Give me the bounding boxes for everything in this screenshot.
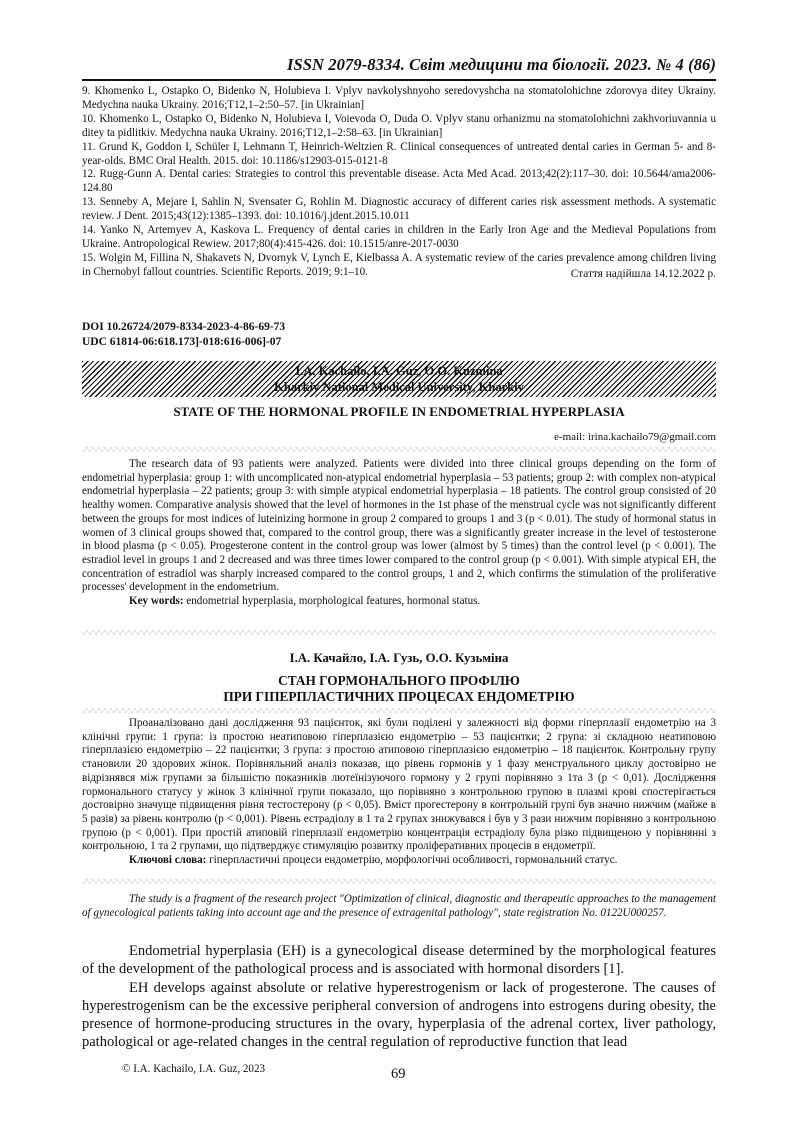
affiliation-en: Kharkiv National Medical University, Kharkiv xyxy=(274,380,524,394)
reference-list xyxy=(82,85,716,280)
body-paragraph: Endometrial hyperplasia (EH) is a gynecological disease determined by the morphological features of the development of the pathological process and is associated with hormonal disorders [1]. xyxy=(82,943,716,978)
reference-item: 11. Grund K, Goddon I, Schüler I, Lehmann T, Heinrich-Weltzien R. Clinical consequences of untreated dental caries in German 5- and 8-year-olds. BMC Oral Health. 2015. doi: 10.1186/s12903-015-0121-8 xyxy=(82,140,716,167)
reference-item: 15. Wolgin M, Fillina N, Shakavets N, Dvornyk V, Lynch E, Kielbassa A. A systematic review of the caries prevalence among children living in Chernobyl fallout countries. Scientific Reports. 2019; 9:1–10. xyxy=(82,251,716,278)
page-number: 69 xyxy=(391,1066,406,1082)
keywords-en xyxy=(82,595,716,609)
copyright: © I.A. Kachailo, I.A. Guz, 2023 xyxy=(122,1063,266,1075)
title-ua-line: СТАН ГОРМОНАЛЬНОГО ПРОФІЛЮ xyxy=(278,673,520,688)
received-date: Стаття надійшла 14.12.2022 р. xyxy=(570,268,716,280)
keywords-label: Ключові слова: xyxy=(129,854,207,867)
abstract-ua-text: Проаналізовано дані дослідження 93 пацієнток, які були поділені у залежності від форми гіперплазії ендометрію на 3 клінічні групи: 1 група: із простою неатиповою гіперплазією ендометрію – 53 пацієнтки; 2 група: зі складною неатиповою гіперплазією ендометрію – 22 пацієнтки; 3 група: з простою атиповою гіперплазією ендометрію – 18 пацієнток. Контрольну групу становили 20 здорових жінок. Порівняльний аналіз показав, що рівень гормонів у 1 фазу менструального циклу достовірно не відрізнявся між групами за більшістю показників лютеїнізуючого гормону у 2 групі порівняно з 1та 3 (р < 0,01). Дослідження гормонального статусу у жінок 3 клінічної групи показало, що порівняно з контрольною групою в плазмі крові спостерігається достовірно значуще підвищення рівня тестостерону (р < 0,05). Вміст прогестерону в контрольній групі був значно нижчим (майже в 5 разів) за рівень контролю (р < 0,001). Рівень естрадіолу в 1 та 2 групах знижувався і був у 3 рази нижчим порівняно з контрольною групою (р < 0,001). При простій атиповій гіперплазії ендометрію концентрація естрадіолу була різко підвищеною у порівнянні з контрольною, 1 та 2 групами, що підтверджує стимуляцію розвитку проліферативних процесів в ендометрії. xyxy=(82,717,716,853)
funding-text: The study is a fragment of the research project "Optimization of clinical, diagnostic and therapeutic approaches to the management of gynecological patients taking into account age and the presence of extragenital pathology", state registration No. 0122U000257. xyxy=(82,893,716,919)
authors-en: I.A. Kachailo, I.A. Guz, O.O. Kuzmina xyxy=(295,364,503,378)
separator xyxy=(82,447,716,452)
abstract-en xyxy=(82,458,716,609)
reference-item: 10. Khomenko L, Ostapko O, Bidenko N, Holubieva I, Voievoda O, Duda O. Vplyv stanu orhanizmu na stomatolohichni zakhvoriuvannia u ditey ta pidlitkiv. Medychna nauka Ukrainy. 2016;T12,1–2:58–63. [in Ukrainian] xyxy=(82,112,716,139)
article-identifiers xyxy=(82,320,285,350)
abstract-en-text: The research data of 93 patients were analyzed. Patients were divided into three clinical groups depending on the form of endometrial hyperplasia: group 1: with uncomplicated non-atypical endometrial hyperplasia – 53 patients; group 2: with complex non-atypical endometrial hyperplasia – 22 patients; group 3: with simple atypical endometrial hyperplasia – 18 patients. The control group consisted of 20 healthy women. Comparative analysis showed that the level of hormones in the 1st phase of the menstrual cycle was not significantly different between the groups for most indices of luteinizing hormone in group 2 compared to groups 1 and 3 (p < 0.01). The study of hormonal status in women of 3 clinical groups showed that, compared to the control group, there was a significantly greater increase in the level of testosterone in blood plasma (p < 0.05). Progesterone content in the control group was lower (almost by 5 times) than the control level (p < 0.001). The estradiol level in groups 1 and 2 decreased and was three times lower compared to the control group (p < 0.001). With simple atypical EH, the concentration of estradiol was sharply increased compared to the control groups, 1 and 2, which confirms the stimulation of the proliferative processes' development in the endometrium. xyxy=(82,458,716,594)
running-head: ISSN 2079-8334. Світ медицини та біології. 2023. № 4 (86) xyxy=(286,55,716,74)
authors-ua: І.А. Качайло, І.А. Гузь, О.О. Кузьміна xyxy=(289,651,509,665)
author-banner xyxy=(82,361,716,397)
separator xyxy=(82,708,716,713)
reference-item: 14. Yanko N, Artemyev A, Kaskova L. Frequency of dental caries in children in the Early Iron Age and the Medieval Populations from Ukraine. Antropological Rewiew. 2017;80(4):415-426. doi: 10.1515/anre-2017-0030 xyxy=(82,224,716,250)
keywords-label: Key words: xyxy=(129,595,184,608)
author-email: e-mail: irina.kachailo79@gmail.com xyxy=(554,431,716,443)
keywords-text: endometrial hyperplasia, morphological features, hormonal status. xyxy=(183,595,481,608)
keywords-text: гіперпластичні процеси ендометрію, морфологічні особливості, гормональний статус. xyxy=(206,854,618,867)
abstract-ua xyxy=(82,717,716,868)
separator xyxy=(82,879,716,884)
udc: UDC 61814-06:618.173]-018:616-006]-07 xyxy=(82,336,282,348)
article-title-ua xyxy=(82,673,716,705)
funding-note xyxy=(82,893,716,920)
reference-item: 12. Rugg-Gunn A. Dental caries: Strategies to control this preventable disease. Acta Med Acad. 2013;42(2):117–30. doi: 10.5644/ama2006-124.80 xyxy=(82,168,716,195)
header-rule xyxy=(82,79,716,81)
keywords-ua xyxy=(82,854,716,868)
body-paragraph: EH develops against absolute or relative hyperestrogenism or lack of progesterone. The causes of hyperestrogenism can be the excessive peripheral conversion of androgens into estrogens during obesity, the presence of hormone-producing structures in the ovary, hyperplasia of the adrenal cortex, liver pathology, pathological or age-related changes in the central regulation of reproductive function that lead xyxy=(82,979,716,1051)
separator xyxy=(82,630,716,635)
title-ua-line: ПРИ ГІПЕРПЛАСТИЧНИХ ПРОЦЕСАХ ЕНДОМЕТРІЮ xyxy=(223,689,575,704)
doi: DOI 10.26724/2079-8334-2023-4-86-69-73 xyxy=(82,321,286,333)
article-body xyxy=(82,942,716,1052)
reference-item: 13. Senneby A, Mejare I, Sahlin N, Svensater G, Rohlin M. Diagnostic accuracy of different caries risk assessment methods. A systematic review. J Dent. 2015;43(12):1385–1393. doi: 10.1016/j.jdent.2015.10.011 xyxy=(82,196,716,223)
reference-item: 9. Khomenko L, Ostapko O, Bidenko N, Holubieva I. Vplyv navkolyshnyoho seredovyshcha na stomatolohichne zdorovya ditey Ukrainy. Medychna nauka Ukrainy. 2016;T12,1–2:50–57. [in Ukrainian] xyxy=(82,85,716,111)
article-title-en: STATE OF THE HORMONAL PROFILE IN ENDOMETRIAL HYPERPLASIA xyxy=(173,404,625,419)
